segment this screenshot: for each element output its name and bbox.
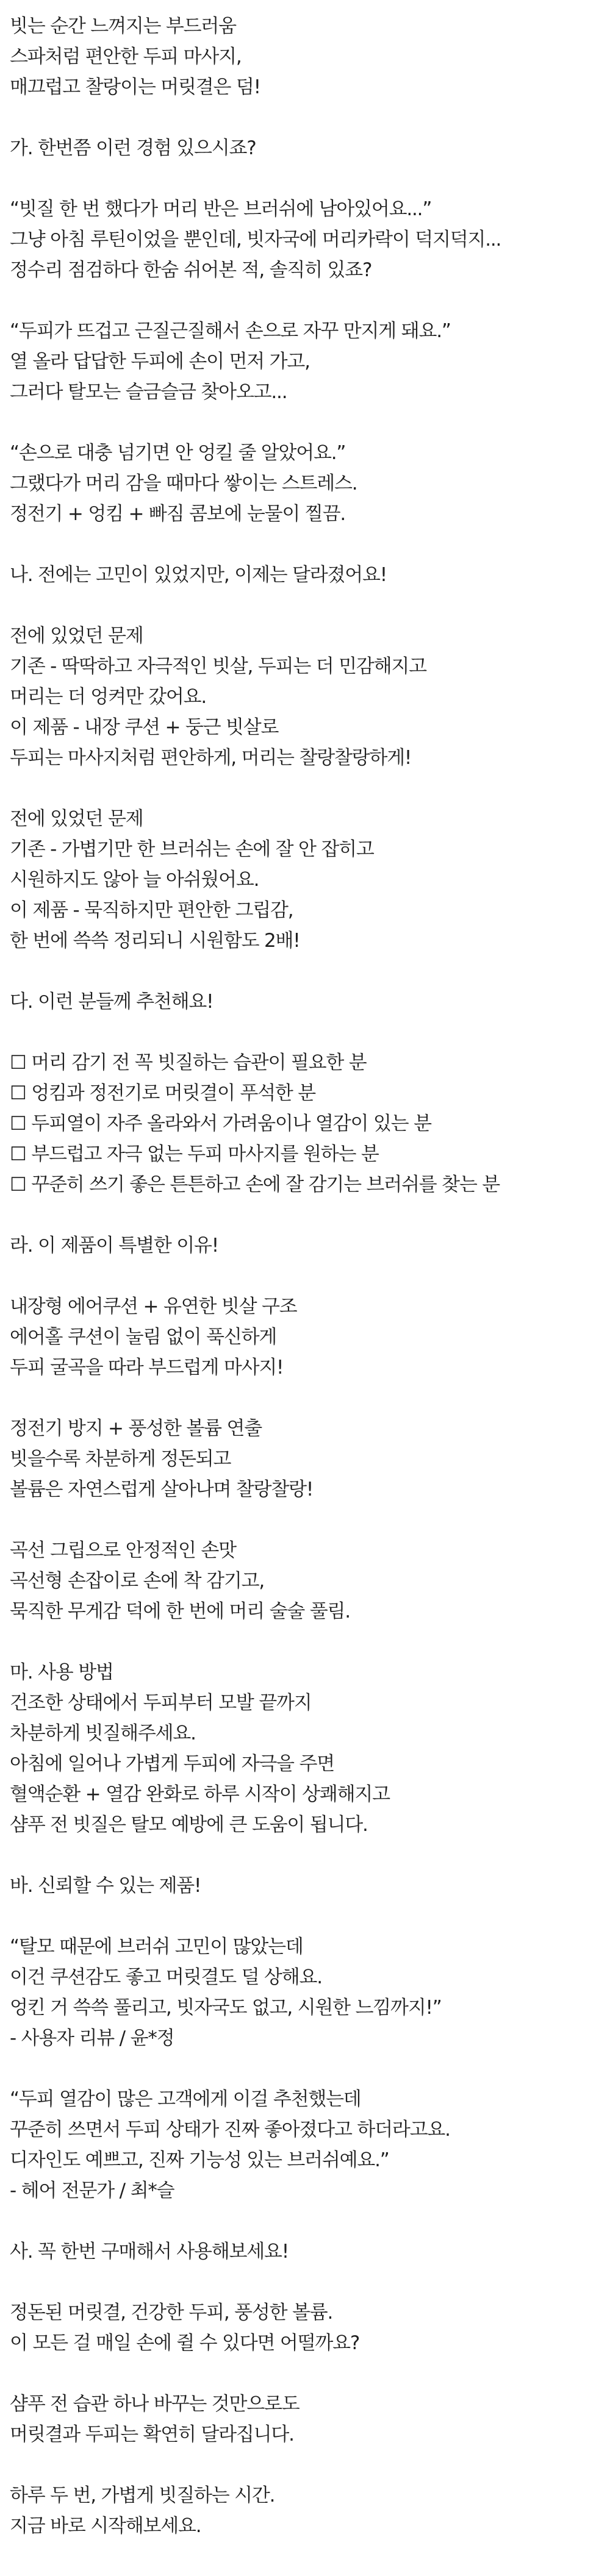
section-ba-heading (10, 1871, 600, 1901)
text-line: ☐ 머리 감기 전 꼭 빗질하는 습관이 필요한 분 (10, 1052, 367, 1074)
text-line: 시원하지도 않아 늘 아쉬웠어요. (10, 869, 259, 891)
text-line: 꾸준히 쓰면서 두피 상태가 진짜 좋아졌다고 하더라고요. (10, 2119, 450, 2141)
text-line: 전에 있었던 문제 (10, 808, 143, 830)
text-line: 그냥 아침 루틴이었을 뿐인데, 빗자국에 머리카락이 덕지덕지... (10, 229, 501, 251)
section-heading: 가. 한번쯤 이런 경험 있으시죠? (10, 137, 256, 159)
section-ma-usage (10, 1657, 600, 1840)
paragraph-spacer (10, 1261, 600, 1291)
section-sa-3 (10, 2480, 600, 2541)
paragraph-spacer (10, 2206, 600, 2236)
text-line: 엉킨 거 쓱쓱 풀리고, 빗자국도 없고, 시원한 느낌까지!” (10, 1997, 442, 2019)
paragraph-spacer (10, 2053, 600, 2084)
text-line: 매끄럽고 찰랑이는 머릿결은 덤! (10, 76, 260, 98)
paragraph-spacer (10, 529, 600, 560)
section-na-1 (10, 621, 600, 773)
section-intro (10, 11, 600, 102)
text-line: 건조한 상태에서 두피부터 모발 끝까지 (10, 1692, 312, 1714)
text-line: 묵직한 무게감 덕에 한 번에 머리 술술 풀림. (10, 1600, 350, 1622)
section-ra-1 (10, 1291, 600, 1383)
paragraph-spacer (10, 773, 600, 804)
section-ra-heading (10, 1230, 600, 1261)
section-ga-1 (10, 194, 600, 285)
section-na-heading (10, 560, 600, 590)
section-ra-3 (10, 1535, 600, 1627)
text-line: 곡선 그립으로 안정적인 손맛 (10, 1540, 236, 1561)
text-line: 기존 - 가볍기만 한 브러쉬는 손에 잘 안 잡히고 (10, 838, 374, 860)
text-line: 스파처럼 편안한 두피 마사지, (10, 46, 242, 68)
text-line: 볼륨은 자연스럽게 살아나며 찰랑찰랑! (10, 1479, 314, 1500)
text-line: 곡선형 손잡이로 손에 착 감기고, (10, 1570, 264, 1592)
text-line: - 헤어 전문가 / 최*슬 (10, 2180, 174, 2202)
paragraph-spacer (10, 1383, 600, 1413)
text-line: - 사용자 리뷰 / 윤*정 (10, 2027, 174, 2049)
section-ga-2 (10, 316, 600, 407)
text-line: “두피 열감이 많은 고객에게 이걸 추천했는데 (10, 2088, 361, 2110)
paragraph-spacer (10, 102, 600, 133)
section-ra-2 (10, 1413, 600, 1505)
section-heading: 사. 꼭 한번 구매해서 사용해보세요! (10, 2241, 289, 2263)
text-line: 정돈된 머릿결, 건강한 두피, 풍성한 볼륨. (10, 2302, 333, 2324)
text-line: 샴푸 전 습관 하나 바꾸는 것만으로도 (10, 2393, 300, 2415)
paragraph-spacer (10, 2450, 600, 2480)
section-heading: 바. 신뢰할 수 있는 제품! (10, 1875, 201, 1897)
text-line: “손으로 대충 넘기면 안 엉킬 줄 알았어요.” (10, 442, 346, 464)
text-line: 이 제품 - 묵직하지만 편안한 그립감, (10, 899, 293, 921)
paragraph-spacer (10, 590, 600, 621)
text-line: 두피 굴곡을 따라 부드럽게 마사지! (10, 1357, 284, 1379)
text-line: “두피가 뜨겁고 근질근질해서 손으로 자꾸 만지게 돼요.” (10, 320, 451, 342)
paragraph-spacer (10, 1200, 600, 1230)
section-ba-review-2 (10, 2084, 600, 2206)
text-line: ☐ 꾸준히 쓰기 좋은 튼튼하고 손에 잘 감기는 브러쉬를 찾는 분 (10, 1174, 500, 1196)
section-sa-2 (10, 2389, 600, 2450)
section-da-list (10, 1047, 600, 1200)
paragraph-spacer (10, 2358, 600, 2389)
text-line: 내장형 에어쿠션 + 유연한 빗살 구조 (10, 1296, 297, 1318)
text-line: 기존 - 딱딱하고 자극적인 빗살, 두피는 더 민감해지고 (10, 655, 426, 677)
text-line: 빗을수록 차분하게 정돈되고 (10, 1448, 231, 1470)
text-line: 빗는 순간 느껴지는 부드러움 (10, 15, 236, 37)
paragraph-spacer (10, 163, 600, 194)
paragraph-spacer (10, 1505, 600, 1535)
text-line: 그러다 탈모는 슬금슬금 찾아오고... (10, 381, 287, 403)
section-ga-3 (10, 438, 600, 529)
text-line: 이건 쿠션감도 좋고 머릿결도 덜 상해요. (10, 1966, 322, 1988)
text-line: 정수리 점검하다 한숨 쉬어본 적, 솔직히 있죠? (10, 259, 372, 281)
section-ga-heading (10, 133, 600, 163)
paragraph-spacer (10, 1840, 600, 1871)
text-line: 마. 사용 방법 (10, 1661, 113, 1683)
text-line: 디자인도 예쁘고, 진짜 기능성 있는 브러쉬예요.” (10, 2149, 389, 2171)
paragraph-spacer (10, 1017, 600, 1047)
text-line: ☐ 부드럽고 자극 없는 두피 마사지를 원하는 분 (10, 1143, 379, 1165)
text-line: 그랬다가 머리 감을 때마다 쌓이는 스트레스. (10, 473, 357, 494)
text-line: 에어홀 쿠션이 눌림 없이 푹신하게 (10, 1326, 277, 1348)
paragraph-spacer (10, 1901, 600, 1932)
text-line: “빗질 한 번 했다가 머리 반은 브러쉬에 남아있어요...” (10, 198, 432, 220)
section-heading: 다. 이런 분들께 추천해요! (10, 991, 214, 1013)
text-line: 샴푸 전 빗질은 탈모 예방에 큰 도움이 됩니다. (10, 1814, 368, 1836)
text-line: 정전기 방지 + 풍성한 볼륨 연출 (10, 1418, 262, 1440)
section-sa-1 (10, 2297, 600, 2358)
paragraph-spacer (10, 956, 600, 987)
section-ba-review-1 (10, 1932, 600, 2053)
paragraph-spacer (10, 407, 600, 438)
text-line: 아침에 일어나 가볍게 두피에 자극을 주면 (10, 1753, 334, 1775)
text-line: 지금 바로 시작해보세요. (10, 2515, 201, 2537)
text-line: 전에 있었던 문제 (10, 625, 143, 647)
text-line: 열 올라 답답한 두피에 손이 먼저 가고, (10, 351, 310, 373)
text-line: ☐ 엉킴과 정전기로 머릿결이 푸석한 분 (10, 1082, 316, 1104)
text-line: “탈모 때문에 브러쉬 고민이 많았는데 (10, 1936, 303, 1958)
section-sa-heading (10, 2236, 600, 2267)
text-line: 두피는 마사지처럼 편안하게, 머리는 찰랑찰랑하게! (10, 747, 412, 769)
text-line: 이 제품 - 내장 쿠션 + 둥근 빗살로 (10, 716, 279, 738)
text-line: 머리는 더 엉켜만 갔어요. (10, 686, 207, 708)
text-line: 이 모든 걸 매일 손에 쥘 수 있다면 어떨까요? (10, 2332, 360, 2354)
paragraph-spacer (10, 2267, 600, 2297)
text-line: 혈액순환 + 열감 완화로 하루 시작이 상쾌해지고 (10, 1783, 390, 1805)
section-heading: 나. 전에는 고민이 있었지만, 이제는 달라졌어요! (10, 564, 387, 586)
paragraph-spacer (10, 285, 600, 316)
text-line: 차분하게 빗질해주세요. (10, 1722, 196, 1744)
text-line: 정전기 + 엉킴 + 빠짐 콤보에 눈물이 찔끔. (10, 503, 345, 525)
section-da-heading (10, 987, 600, 1017)
text-line: 머릿결과 두피는 확연히 달라집니다. (10, 2424, 294, 2446)
section-na-2 (10, 804, 600, 956)
paragraph-spacer (10, 1627, 600, 1657)
text-line: ☐ 두피열이 자주 올라와서 가려움이나 열감이 있는 분 (10, 1113, 431, 1135)
text-line: 하루 두 번, 가볍게 빗질하는 시간. (10, 2485, 275, 2506)
product-description-text (10, 11, 600, 2541)
section-heading: 라. 이 제품이 특별한 이유! (10, 1235, 218, 1257)
text-line: 한 번에 쓱쓱 정리되니 시원함도 2배! (10, 930, 300, 952)
